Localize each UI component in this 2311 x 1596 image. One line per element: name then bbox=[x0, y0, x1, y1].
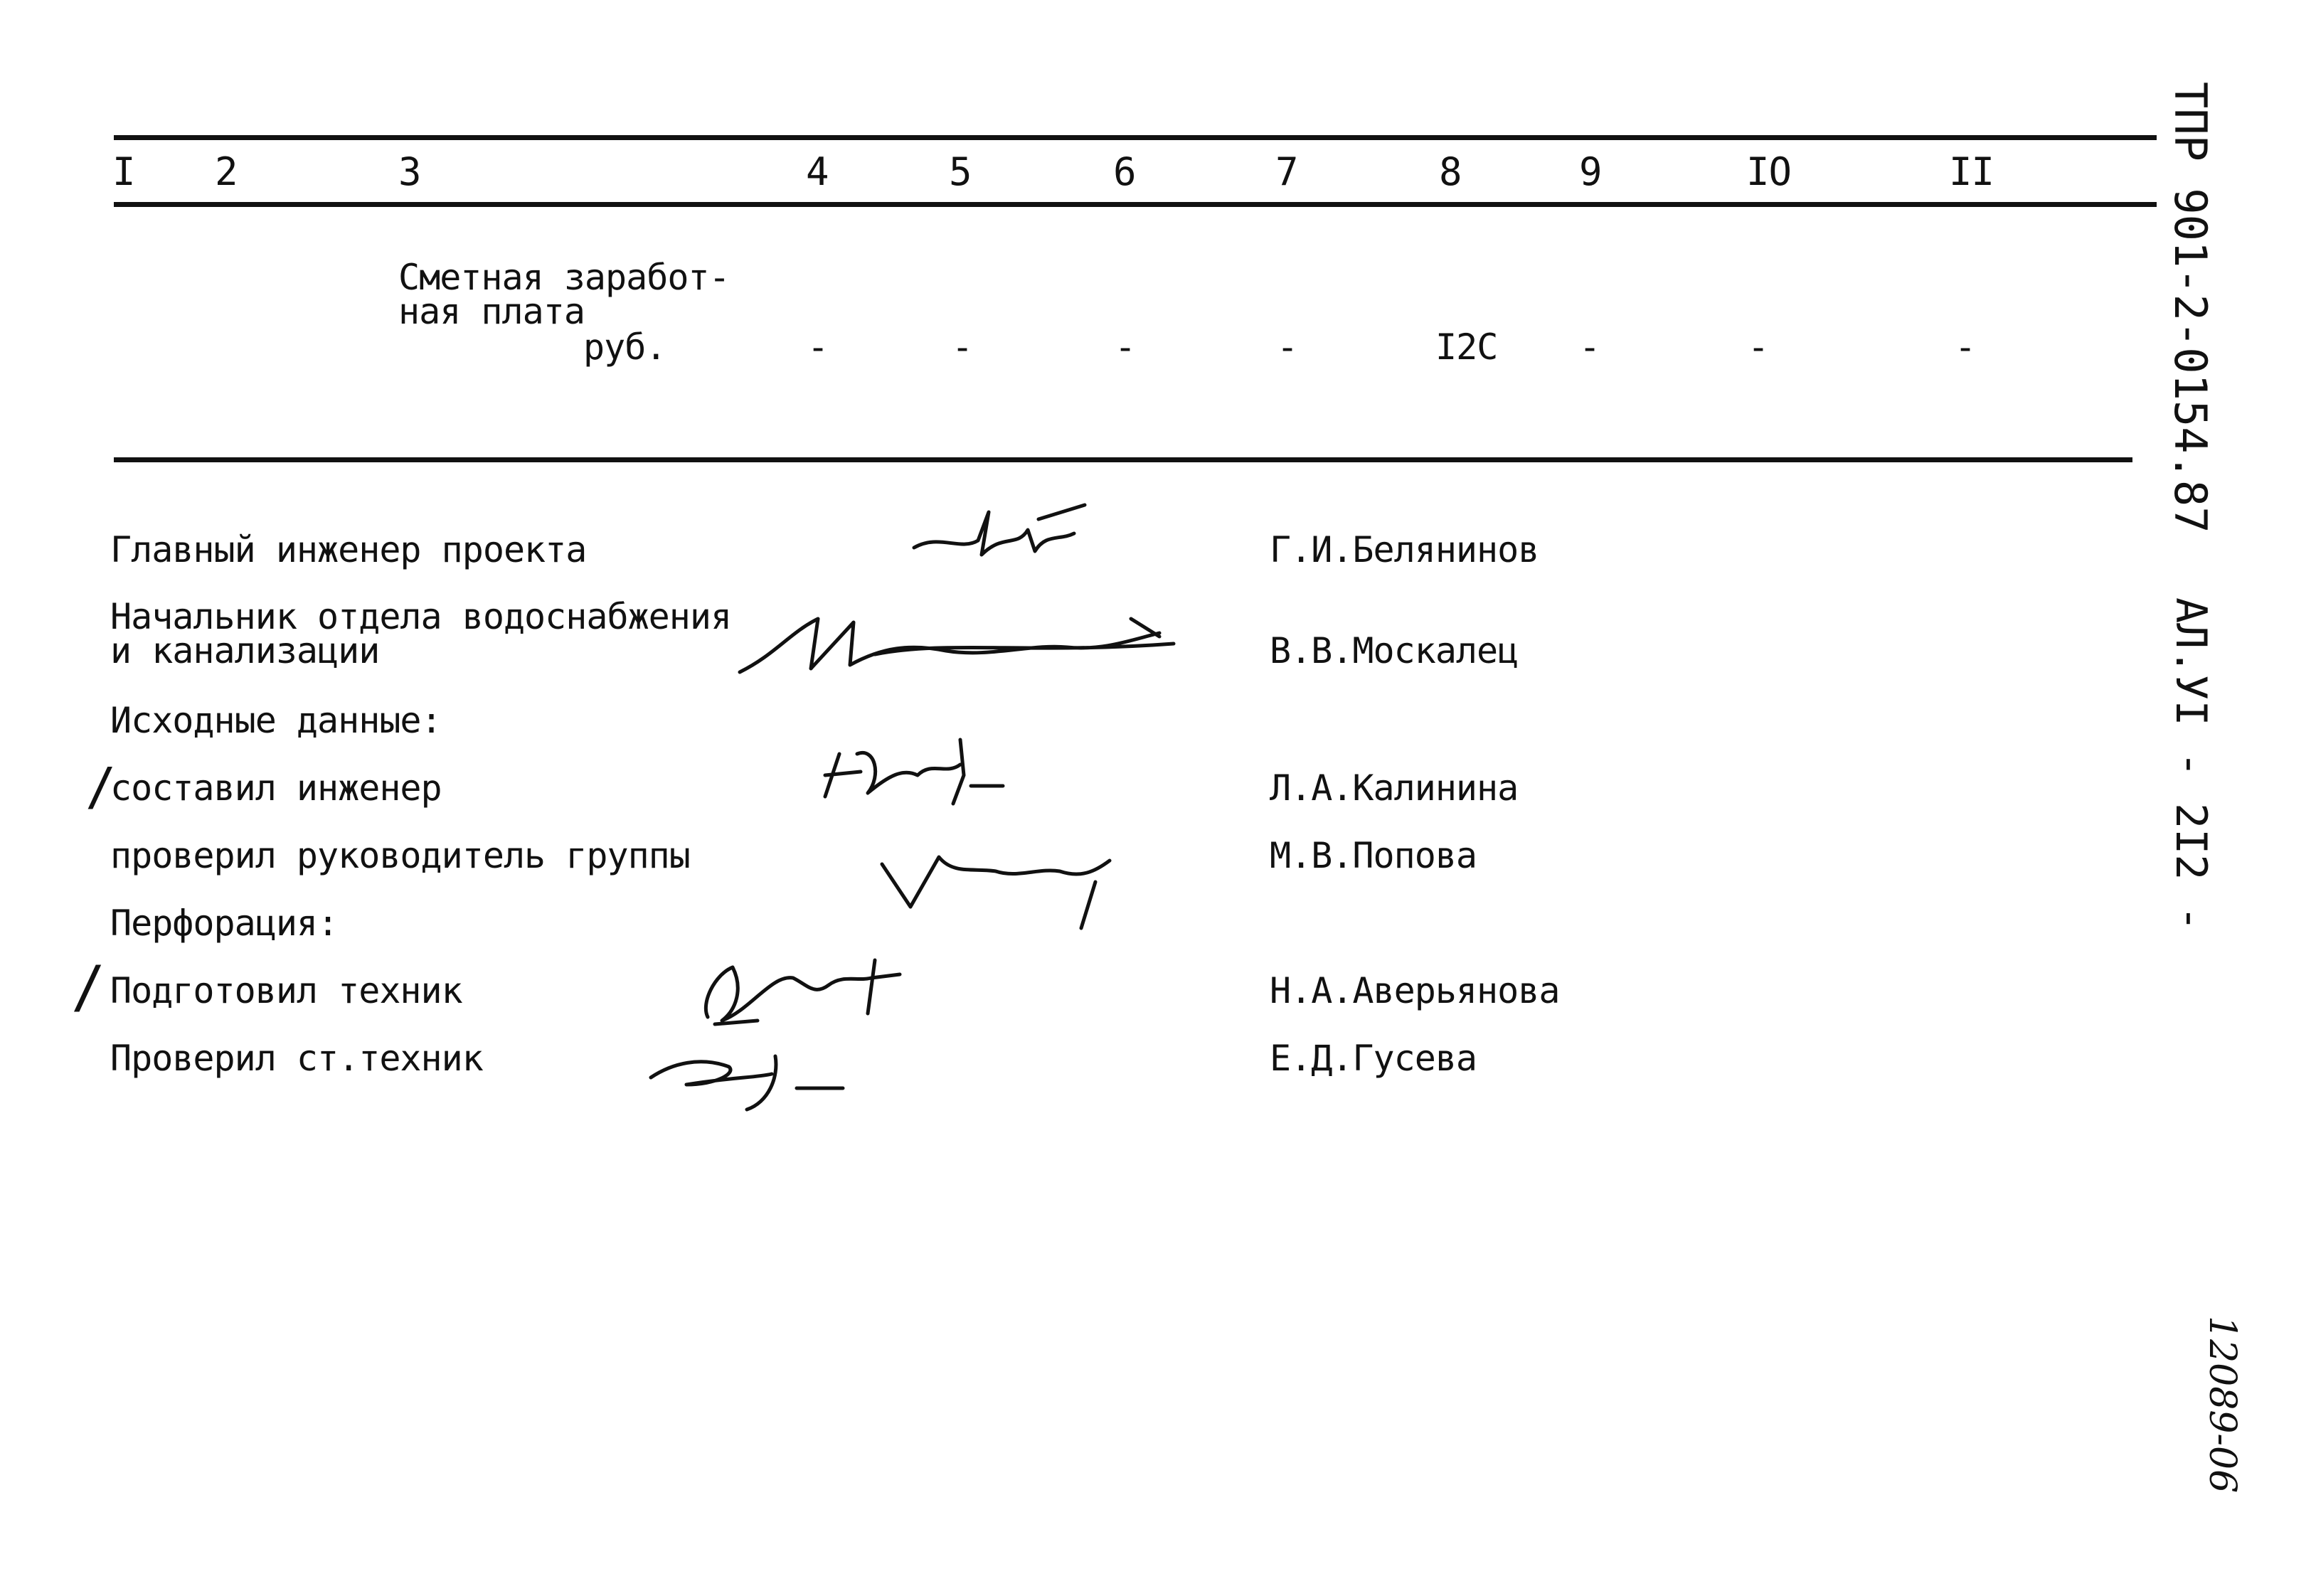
column-header-8: 8 bbox=[1439, 149, 1462, 194]
column-header-11: II bbox=[1949, 149, 1994, 194]
cell-col8: I2C bbox=[1435, 326, 1498, 368]
column-header-2: 2 bbox=[215, 149, 238, 194]
signature-belyaninov-image bbox=[910, 491, 1095, 569]
name-averyanova: Н.А.Аверьянова bbox=[1270, 970, 1560, 1011]
column-header-1: I bbox=[112, 149, 135, 194]
side-label-archive-number: 12089-06 bbox=[2201, 1316, 2243, 1494]
column-header-6: 6 bbox=[1113, 149, 1136, 194]
role-group-lead: проверил руководитель группы bbox=[110, 835, 690, 876]
role-technician: Подготовил техник bbox=[110, 970, 462, 1011]
side-label-sheet: АЛ.УI - 2I2 - bbox=[2166, 597, 2216, 932]
role-compiled-engineer: составил инженер bbox=[110, 767, 442, 809]
column-header-7: 7 bbox=[1275, 149, 1298, 194]
role-dept-head-line2: и канализации bbox=[110, 630, 380, 671]
table-bottom-rule bbox=[114, 457, 2132, 462]
cell-col10: - bbox=[1748, 326, 1769, 368]
signature-guseva-image bbox=[644, 1035, 857, 1120]
name-belyaninov: Г.И.Белянинов bbox=[1270, 529, 1539, 570]
column-header-5: 5 bbox=[949, 149, 972, 194]
margin-mark-1: / bbox=[85, 757, 116, 816]
cell-col11: - bbox=[1955, 326, 1976, 368]
table-header-rule bbox=[114, 202, 2157, 207]
signature-kalinina-image bbox=[818, 733, 1010, 811]
column-header-3: 3 bbox=[398, 149, 421, 194]
table-top-rule bbox=[114, 135, 2157, 140]
margin-mark-2: / bbox=[71, 954, 105, 1020]
cell-col4: - bbox=[807, 326, 829, 368]
role-senior-technician: Проверил ст.техник bbox=[110, 1038, 483, 1079]
cell-col9: - bbox=[1579, 326, 1600, 368]
signature-moskalets-image bbox=[733, 605, 1188, 683]
signature-averyanova-image bbox=[694, 946, 907, 1031]
row-label-line1: Сметная заработ- bbox=[398, 257, 730, 298]
role-dept-head: Начальник отдела водоснабжения bbox=[110, 596, 732, 637]
column-header-10: IO bbox=[1746, 149, 1792, 194]
name-moskalets: В.В.Москалец bbox=[1270, 630, 1519, 671]
signature-popova-image bbox=[875, 839, 1124, 932]
row-unit: руб. bbox=[583, 326, 666, 368]
column-header-4: 4 bbox=[806, 149, 829, 194]
name-kalinina: Л.А.Калинина bbox=[1270, 767, 1519, 809]
name-popova: М.В.Попова bbox=[1270, 835, 1477, 876]
cell-col5: - bbox=[952, 326, 973, 368]
cell-col6: - bbox=[1115, 326, 1136, 368]
side-label-doc-code: ТПР 901-2-0154.87 bbox=[2164, 82, 2216, 533]
name-guseva: Е.Д.Гусева bbox=[1270, 1038, 1477, 1079]
role-chief-engineer: Главный инженер проекта bbox=[110, 529, 587, 570]
row-label-line2: ная плата bbox=[398, 291, 585, 332]
cell-col7: - bbox=[1277, 326, 1298, 368]
column-header-9: 9 bbox=[1579, 149, 1602, 194]
section-source-data: Исходные данные: bbox=[110, 700, 442, 741]
section-perforation: Перфорация: bbox=[110, 903, 339, 944]
